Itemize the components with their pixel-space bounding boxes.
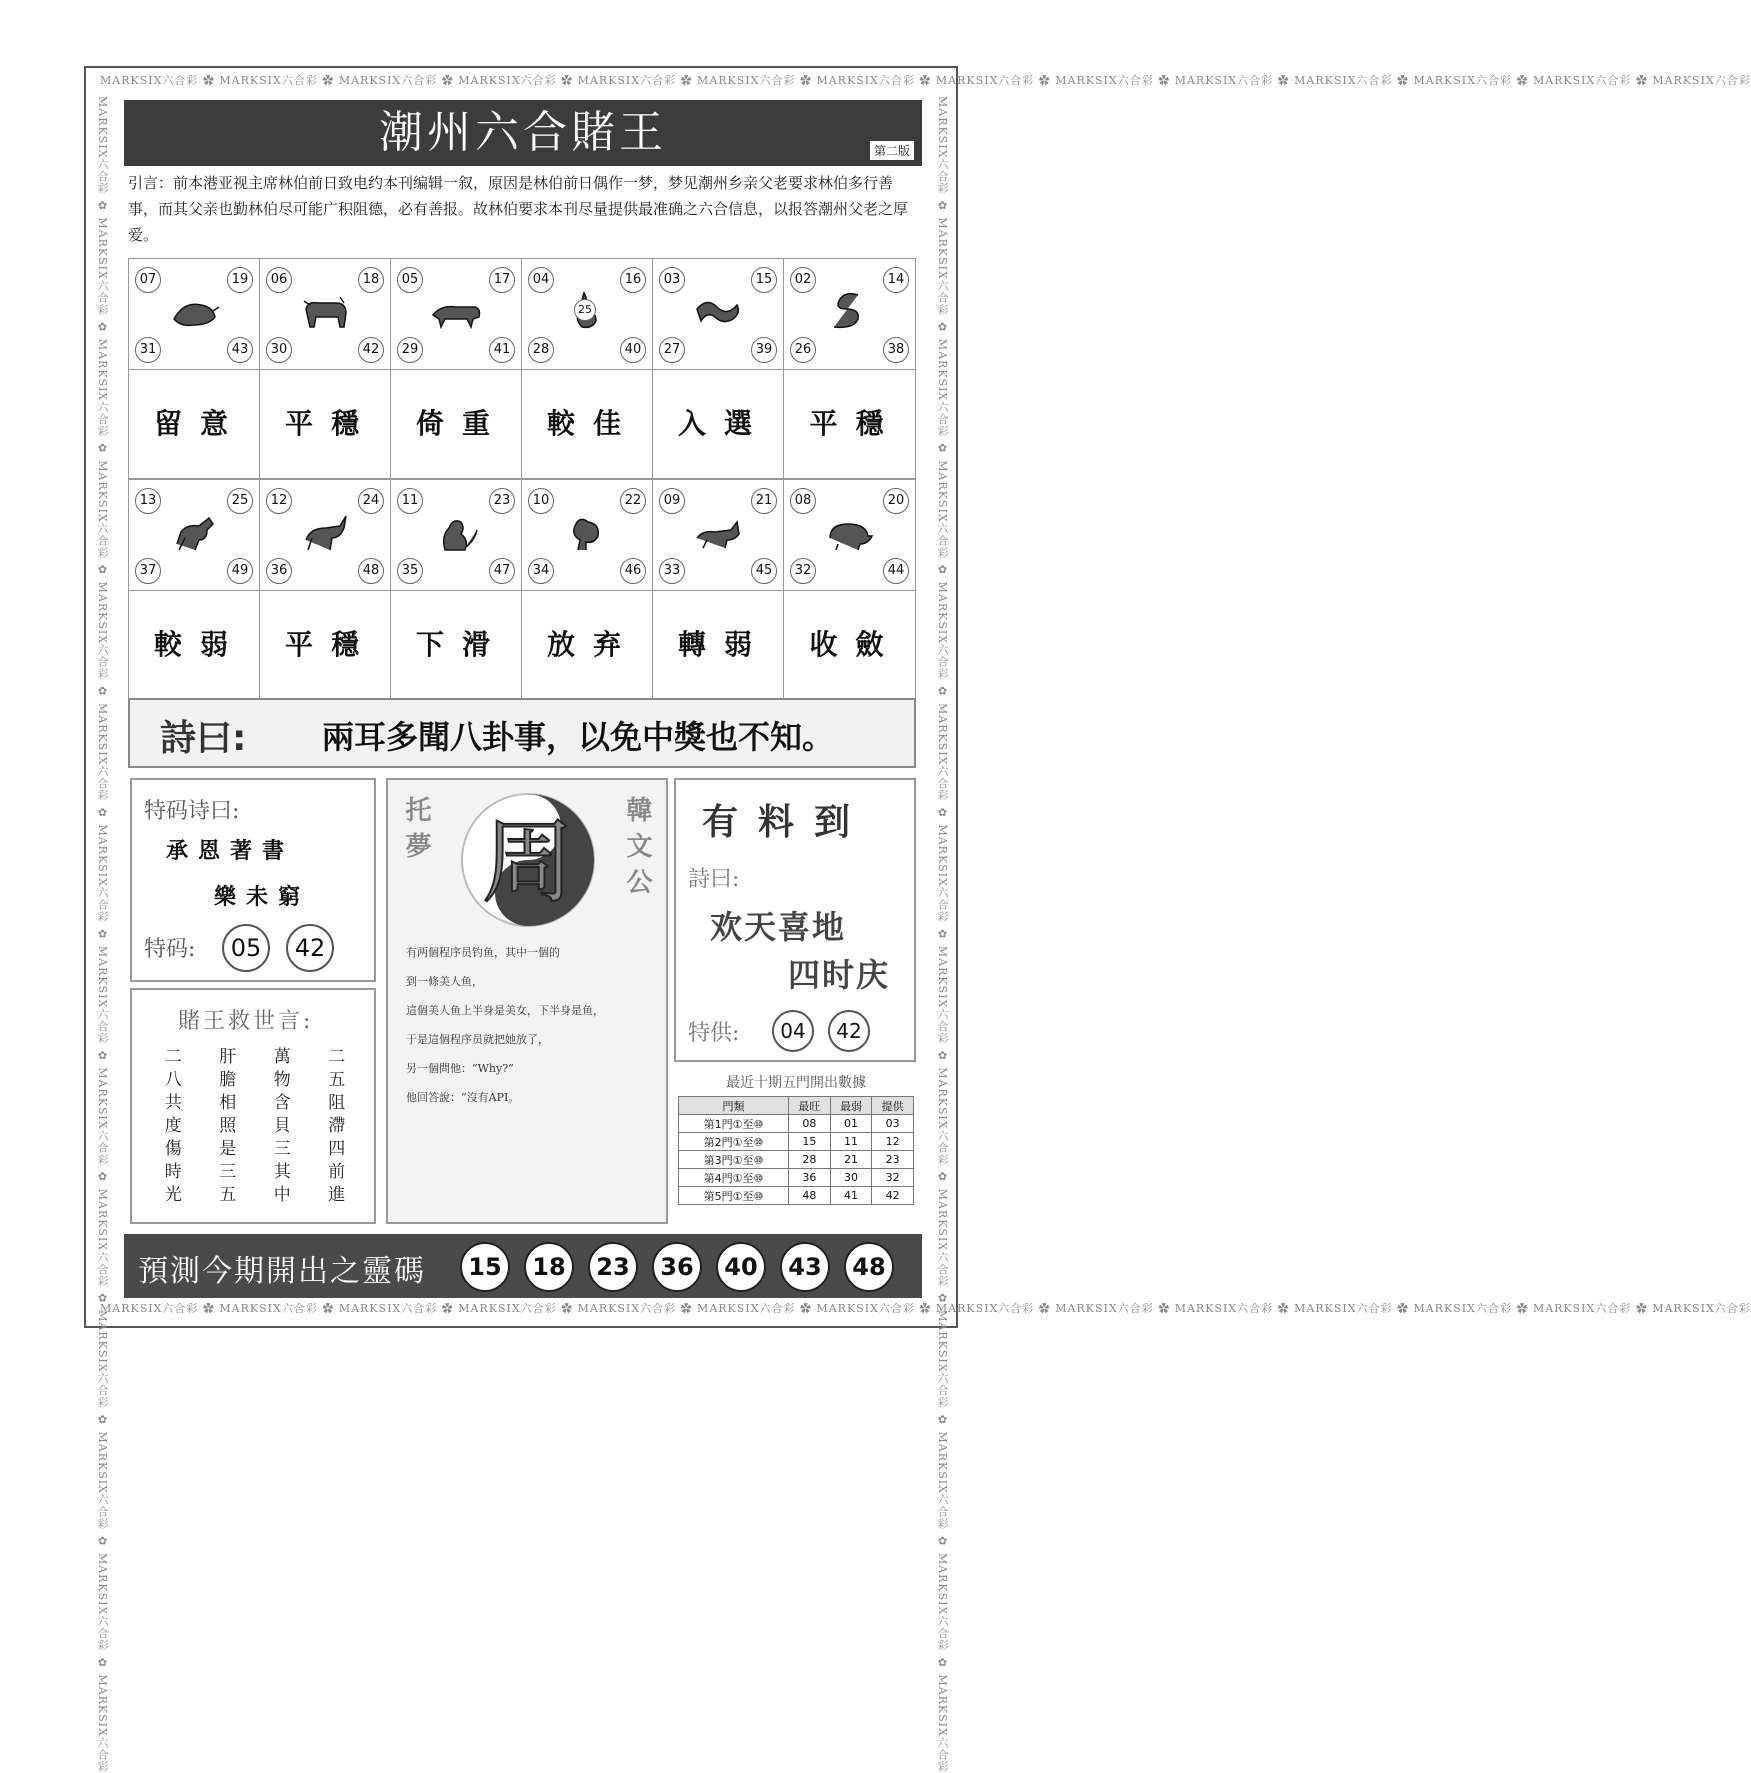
stats-row	[679, 1169, 914, 1187]
stats-cell: 41	[830, 1187, 872, 1205]
stats-header-cell: 提供	[872, 1097, 914, 1115]
tiger-icon	[431, 289, 481, 333]
zodiac-number: 24	[358, 488, 384, 514]
stats-cell: 03	[872, 1115, 914, 1133]
prediction-text: 預測今期開出之靈碼	[138, 1254, 426, 1289]
tema-ball: 42	[286, 924, 334, 972]
zodiac-number: 45	[751, 558, 777, 584]
savior-char: 四	[328, 1139, 346, 1159]
stats-cell: 36	[789, 1169, 831, 1187]
savior-char: 中	[273, 1185, 291, 1205]
savior-heading: 賭王救世言:	[178, 1009, 314, 1034]
story-line: 另一個問他：“Why?”	[406, 1062, 514, 1075]
stats-cell: 08	[789, 1115, 831, 1133]
prediction-ball: 36	[652, 1242, 702, 1292]
zodiac-number: 48	[358, 558, 384, 584]
stats-cell: 30	[830, 1169, 872, 1187]
zodiac-number: 04	[528, 267, 554, 293]
zodiac-number: 47	[489, 558, 515, 584]
watermark-top: MARKSIX六合彩 ✿ MARKSIX六合彩 ✿ MARKSIX六合彩 ✿ MARKSIX六合彩 ✿ MARKSIX六合彩 ✿ MARKSIX六合彩 ✿ MARKSIX六合彩 ✿ MARKSIX六合彩 ✿ MARKSIX六合彩 ✿ MARKSIX六合彩 ✿ MARKSIX六合彩 ✿ MARKSIX六合彩 ✿ MARKSIX六合彩 ✿ MARKSIX六合彩	[100, 74, 1751, 87]
zodiac-number: 28	[528, 337, 554, 363]
stats-header-row	[679, 1097, 914, 1115]
snake-icon	[824, 289, 874, 333]
tema-line-1: 承恩著書	[166, 839, 295, 864]
stats-cell: 42	[872, 1187, 914, 1205]
stats-cell: 第3門①至⑩	[679, 1151, 789, 1169]
arrive-ball: 42	[828, 1010, 870, 1052]
poem-bar	[128, 698, 916, 768]
poem-lead: 詩曰:	[160, 718, 247, 759]
zodiac-number: 42	[358, 337, 384, 363]
arrive-heading: 有料到	[702, 802, 871, 843]
arrive-ball: 04	[772, 1010, 814, 1052]
dream-panel	[386, 778, 668, 1224]
savior-char: 度	[164, 1116, 182, 1136]
zodiac-number: 33	[659, 558, 685, 584]
story-line: 有两個程序员钓鱼，其中一個的	[406, 946, 560, 959]
zodiac-number: 15	[751, 267, 777, 293]
zodiac-number: 21	[751, 488, 777, 514]
stats-cell: 32	[872, 1169, 914, 1187]
dream-left-label: 托夢	[401, 796, 431, 868]
savior-char: 傷	[164, 1139, 182, 1159]
stats-cell: 第2門①至⑩	[679, 1133, 789, 1151]
savior-char: 光	[164, 1185, 182, 1205]
zodiac-number: 08	[790, 488, 816, 514]
status-row-bottom	[128, 591, 916, 700]
zodiac-number: 18	[358, 267, 384, 293]
stats-cell: 15	[789, 1133, 831, 1151]
badge-number: 25	[574, 299, 596, 321]
zodiac-number: 36	[266, 558, 292, 584]
zodiac-number: 44	[883, 558, 909, 584]
stats-row	[679, 1151, 914, 1169]
dog-icon	[693, 510, 743, 554]
zodiac-cell	[129, 259, 260, 369]
monkey-icon	[431, 510, 481, 554]
savior-panel	[130, 988, 376, 1224]
zodiac-number: 17	[489, 267, 515, 293]
savior-char: 是	[219, 1139, 237, 1159]
dragon-icon	[693, 289, 743, 333]
dream-story	[406, 938, 656, 1112]
zodiac-number: 34	[528, 558, 554, 584]
savior-char: 相	[219, 1093, 237, 1113]
savior-char: 阻	[328, 1093, 346, 1113]
zodiac-number: 05	[397, 267, 423, 293]
stats-cell: 01	[830, 1115, 872, 1133]
zodiac-status: 倚重	[391, 370, 522, 478]
page-title: 潮州六合賭王	[379, 107, 667, 158]
emblem-char: 周	[481, 809, 575, 916]
stats-row	[679, 1115, 914, 1133]
zodiac-status: 下滑	[391, 591, 522, 699]
arrive-line-1: 欢天喜地	[710, 908, 847, 946]
zodiac-number: 41	[489, 337, 515, 363]
tema-label: 特码:	[144, 937, 196, 962]
stats-cell: 21	[830, 1151, 872, 1169]
zodiac-row-top	[128, 258, 916, 370]
zodiac-number: 06	[266, 267, 292, 293]
stats-header-cell: 最旺	[789, 1097, 831, 1115]
stats-caption: 最近十期五門開出數據	[726, 1075, 866, 1091]
stats-table-block	[678, 1072, 914, 1205]
zodiac-status: 較佳	[522, 370, 653, 478]
prediction-ball: 23	[588, 1242, 638, 1292]
zodiac-number: 46	[620, 558, 646, 584]
zodiac-cell	[260, 480, 391, 590]
status-row-top	[128, 370, 916, 479]
zodiac-number: 37	[135, 558, 161, 584]
arrive-label: 特供:	[688, 1021, 740, 1046]
zodiac-status: 放弃	[522, 591, 653, 699]
story-line: 他回答說：“沒有API。	[406, 1091, 520, 1104]
zodiac-cell	[653, 259, 784, 369]
zodiac-status: 平穩	[260, 370, 391, 478]
stats-cell: 第1門①至⑩	[679, 1115, 789, 1133]
stats-cell: 48	[789, 1187, 831, 1205]
tema-panel	[130, 778, 376, 982]
savior-char: 貝	[273, 1116, 291, 1136]
prediction-ball: 18	[524, 1242, 574, 1292]
zodiac-number: 13	[135, 488, 161, 514]
zodiac-number: 16	[620, 267, 646, 293]
savior-char: 肝	[219, 1047, 237, 1067]
stats-cell: 11	[830, 1133, 872, 1151]
zodiac-number: 02	[790, 267, 816, 293]
dream-right-label: 韓文公	[622, 796, 652, 904]
zodiac-number: 27	[659, 337, 685, 363]
stats-header-cell: 最弱	[830, 1097, 872, 1115]
zodiac-cell	[653, 480, 784, 590]
zodiac-number: 26	[790, 337, 816, 363]
zodiac-grid	[128, 258, 916, 700]
zodiac-status: 轉弱	[653, 591, 784, 699]
zodiac-number: 31	[135, 337, 161, 363]
savior-char: 五	[219, 1185, 237, 1205]
ox-icon	[300, 289, 350, 333]
page-frame	[84, 66, 1751, 1773]
horse-icon	[169, 510, 219, 554]
savior-char: 膽	[219, 1070, 237, 1090]
stats-cell: 第5門①至⑩	[679, 1187, 789, 1205]
zodiac-status: 收斂	[809, 628, 902, 661]
zodiac-cell	[784, 480, 915, 590]
poem-text: 兩耳多聞八卦事，以免中獎也不知。	[322, 718, 835, 756]
zodiac-cell	[391, 259, 522, 369]
savior-char: 時	[164, 1162, 182, 1182]
intro-text: 引言：前本港亚视主席林伯前日致电约本刊编辑一叙，原因是林伯前日偶作一梦，梦见潮州乡亲父老要求林伯多行善事，而其父亲也勤林伯尽可能广积阻德，必有善报。故林伯要求本刊尽量提供最准确之六合信息，以报答潮州父老之厚爱。	[128, 174, 909, 244]
watermark-right: MARKSIX六合彩 ✿ MARKSIX六合彩 ✿ MARKSIX六合彩 ✿ MARKSIX六合彩 ✿ MARKSIX六合彩 ✿ MARKSIX六合彩 ✿ MARKSIX六合彩 ✿ MARKSIX六合彩 ✿ MARKSIX六合彩 ✿ MARKSIX六合彩 ✿ MARKSIX六合彩 ✿ MARKSIX六合彩 ✿ MARKSIX六合彩 ✿ MARKSIX六合彩	[936, 96, 949, 1773]
zodiac-status: 平穩	[260, 591, 391, 699]
zodiac-cell	[129, 480, 260, 590]
tema-heading: 特码诗曰:	[144, 799, 240, 824]
zodiac-number: 11	[397, 488, 423, 514]
prediction-ball: 40	[716, 1242, 766, 1292]
zodiac-cell	[260, 259, 391, 369]
stats-cell: 28	[789, 1151, 831, 1169]
rooster-icon	[562, 510, 612, 554]
zodiac-number: 20	[883, 488, 909, 514]
savior-char: 含	[273, 1093, 291, 1113]
zodiac-status: 留意	[129, 370, 260, 478]
zodiac-number: 07	[135, 267, 161, 293]
zodiac-number: 10	[528, 488, 554, 514]
goat-icon	[300, 510, 350, 554]
arrive-sub: 詩曰:	[688, 867, 740, 892]
zodiac-number: 30	[266, 337, 292, 363]
stats-header-cell: 門類	[679, 1097, 789, 1115]
zodiac-number: 43	[227, 337, 253, 363]
arrive-panel	[674, 778, 916, 1062]
zodiac-number: 39	[751, 337, 777, 363]
arrive-line-2: 四时庆	[788, 956, 891, 994]
story-line: 這個美人鱼上半身是美女，下半身是鱼，	[406, 1004, 604, 1017]
zodiac-number: 49	[227, 558, 253, 584]
zodiac-status: 平穩	[809, 407, 902, 440]
zodiac-number: 35	[397, 558, 423, 584]
zodiac-number: 40	[620, 337, 646, 363]
zodiac-status: 較弱	[129, 591, 260, 699]
tema-ball: 05	[222, 924, 270, 972]
savior-columns	[146, 1046, 364, 1207]
stats-cell: 第4門①至⑩	[679, 1169, 789, 1187]
rat-icon	[169, 289, 219, 333]
stats-row	[679, 1133, 914, 1151]
edition-label: 第二版	[870, 141, 914, 160]
zodiac-number: 22	[620, 488, 646, 514]
zodiac-number: 09	[659, 488, 685, 514]
pig-icon	[824, 510, 874, 554]
savior-char: 二	[164, 1047, 182, 1067]
prediction-ball: 43	[780, 1242, 830, 1292]
zodiac-status: 入選	[653, 370, 784, 478]
stats-table	[678, 1096, 914, 1205]
zodiac-cell	[522, 259, 653, 369]
watermark-bottom: MARKSIX六合彩 ✿ MARKSIX六合彩 ✿ MARKSIX六合彩 ✿ MARKSIX六合彩 ✿ MARKSIX六合彩 ✿ MARKSIX六合彩 ✿ MARKSIX六合彩 ✿ MARKSIX六合彩 ✿ MARKSIX六合彩 ✿ MARKSIX六合彩 ✿ MARKSIX六合彩 ✿ MARKSIX六合彩 ✿ MARKSIX六合彩 ✿ MARKSIX六合彩	[100, 1302, 1751, 1315]
savior-char: 其	[273, 1162, 291, 1182]
story-line: 到一條美人鱼，	[406, 975, 483, 988]
savior-char: 三	[273, 1139, 291, 1159]
zodiac-cell	[784, 259, 915, 369]
savior-char: 萬	[273, 1047, 291, 1067]
yin-yang-emblem	[458, 790, 598, 930]
story-line: 于是這個程序员就把她放了，	[406, 1033, 549, 1046]
stats-cell: 23	[872, 1151, 914, 1169]
title-bar	[124, 100, 922, 166]
savior-char: 五	[328, 1070, 346, 1090]
zodiac-cell	[391, 480, 522, 590]
zodiac-row-bottom	[128, 479, 916, 591]
zodiac-number: 03	[659, 267, 685, 293]
prediction-ball: 15	[460, 1242, 510, 1292]
zodiac-number: 25	[227, 488, 253, 514]
savior-char: 物	[273, 1070, 291, 1090]
savior-char: 滯	[328, 1116, 346, 1136]
zodiac-number: 23	[489, 488, 515, 514]
zodiac-number: 32	[790, 558, 816, 584]
savior-char: 照	[219, 1116, 237, 1136]
savior-char: 三	[219, 1162, 237, 1182]
savior-char: 進	[328, 1185, 346, 1205]
tema-line-2: 樂未窮	[214, 885, 311, 910]
savior-char: 二	[328, 1047, 346, 1067]
prediction-ball: 48	[844, 1242, 894, 1292]
zodiac-number: 12	[266, 488, 292, 514]
zodiac-number: 29	[397, 337, 423, 363]
prediction-bar	[124, 1234, 922, 1298]
zodiac-number: 19	[227, 267, 253, 293]
stats-cell: 12	[872, 1133, 914, 1151]
watermark-left: MARKSIX六合彩 ✿ MARKSIX六合彩 ✿ MARKSIX六合彩 ✿ MARKSIX六合彩 ✿ MARKSIX六合彩 ✿ MARKSIX六合彩 ✿ MARKSIX六合彩 ✿ MARKSIX六合彩 ✿ MARKSIX六合彩 ✿ MARKSIX六合彩 ✿ MARKSIX六合彩 ✿ MARKSIX六合彩 ✿ MARKSIX六合彩 ✿ MARKSIX六合彩	[96, 96, 109, 1773]
zodiac-number: 14	[883, 267, 909, 293]
stats-row	[679, 1187, 914, 1205]
zodiac-number: 38	[883, 337, 909, 363]
savior-char: 前	[328, 1162, 346, 1182]
savior-char: 共	[164, 1093, 182, 1113]
savior-char: 八	[164, 1070, 182, 1090]
zodiac-cell	[522, 480, 653, 590]
